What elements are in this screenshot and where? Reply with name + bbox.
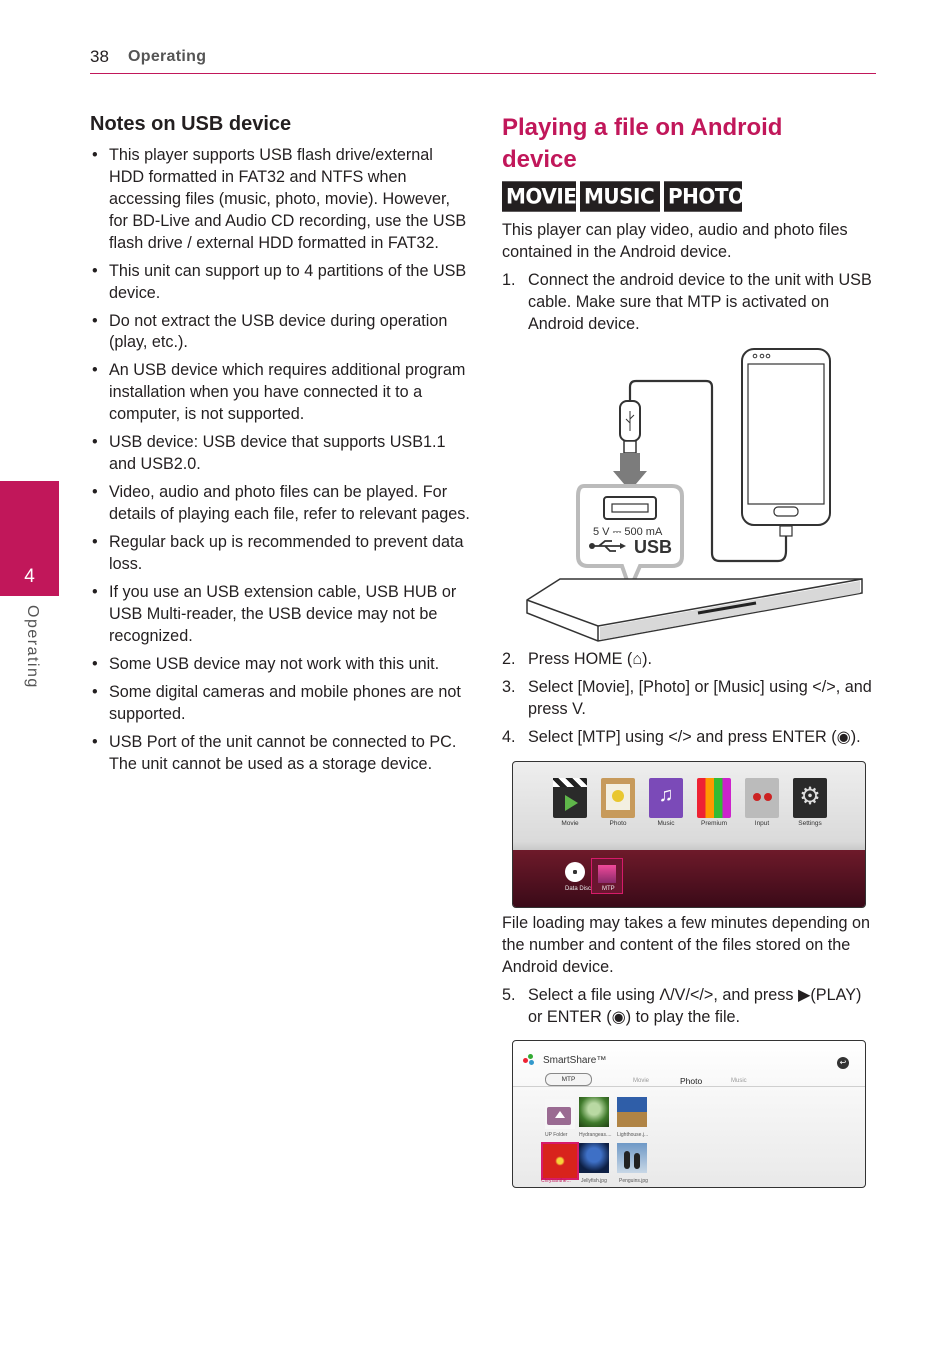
step-text: Select [MTP] using </> and press ENTER (◉). bbox=[528, 728, 861, 746]
tab-movie: Movie bbox=[633, 1078, 650, 1084]
thumbnail bbox=[579, 1097, 609, 1127]
page-number: 38 bbox=[90, 47, 109, 66]
file-label: UP Folder bbox=[545, 1132, 568, 1138]
section-heading: Playing a file on Android device bbox=[502, 114, 783, 173]
folder-up-icon bbox=[545, 1099, 575, 1129]
intro-text: This player can play video, audio and photo files contained in the Android device. bbox=[502, 221, 848, 261]
list-item: • Regular back up is recommended to prevent data loss. bbox=[90, 532, 470, 576]
list-item: • This player supports USB flash drive/external HDD formatted in FAT32 and NTFS when accessing files (music, photo, movie). However, for BD-Live and Audio CD recording, use the USB flash drive / external HDD formatted in FAT32. bbox=[90, 145, 470, 255]
smartshare-screenshot bbox=[512, 1040, 866, 1188]
movie-badge: MOVIE bbox=[502, 181, 576, 211]
step-number: 1. bbox=[502, 271, 516, 289]
media-badges bbox=[502, 182, 745, 211]
submenu-label: Data Disc bbox=[565, 886, 592, 892]
menu-label: Music bbox=[657, 820, 675, 827]
phone-icon bbox=[742, 349, 830, 536]
list-item: • Video, audio and photo files can be played. For details of playing each file, refer to relevant pages. bbox=[90, 482, 470, 526]
photo-badge: PHOTO bbox=[664, 181, 742, 211]
list-item: • If you use an USB extension cable, USB HUB or USB Multi-reader, the USB device may not be recognized. bbox=[90, 582, 470, 648]
list-item: • USB device: USB device that supports USB1.1 and USB2.0. bbox=[90, 432, 470, 476]
home-submenu-bar bbox=[513, 850, 865, 907]
player-icon bbox=[527, 579, 862, 641]
step-number: 2. bbox=[502, 650, 516, 668]
section-title: Operating bbox=[128, 48, 207, 65]
tab-music: Music bbox=[731, 1078, 747, 1084]
music-tile: ♫ bbox=[649, 778, 683, 818]
menu-label: Movie bbox=[561, 820, 579, 827]
thumbnail-selected bbox=[541, 1142, 579, 1180]
menu-label: Premium bbox=[700, 820, 727, 827]
usb-connection-diagram bbox=[520, 343, 870, 643]
divider bbox=[513, 1086, 865, 1087]
menu-label: Input bbox=[754, 820, 770, 827]
usb-label: USB bbox=[634, 537, 673, 557]
home-menu-screenshot bbox=[512, 761, 866, 908]
submenu-label: MTP bbox=[602, 886, 615, 892]
usb-spec-label: 5 V ⎓ 500 mA bbox=[593, 526, 663, 538]
chapter-label: Operating bbox=[24, 605, 41, 689]
step-2 bbox=[502, 649, 874, 671]
disc-icon bbox=[565, 862, 585, 882]
thumbnail bbox=[617, 1143, 647, 1173]
list-item: • Do not extract the USB device during operation (play, etc.). bbox=[90, 311, 470, 355]
movie-tile bbox=[553, 778, 587, 818]
tab-photo: Photo bbox=[680, 1076, 703, 1086]
file-label: Hydrangeas.... bbox=[579, 1132, 612, 1138]
usb-plug-icon bbox=[620, 401, 640, 453]
photo-tile bbox=[601, 778, 635, 818]
step-text: Connect the android device to the unit with USB cable. Make sure that MTP is activated on Android device. bbox=[528, 271, 872, 333]
step-number: 5. bbox=[502, 986, 516, 1004]
smartshare-logo-icon bbox=[523, 1054, 535, 1066]
settings-tile: ⚙ bbox=[793, 778, 827, 818]
chapter-number: 4 bbox=[24, 566, 35, 587]
loading-note: File loading may takes a few minutes depending on the number and content of the files stored on the Android device. bbox=[502, 914, 871, 976]
menu-label: Settings bbox=[798, 820, 822, 827]
file-label: Chrysanthe... bbox=[541, 1178, 571, 1184]
file-label: Jellyfish.jpg bbox=[581, 1178, 607, 1184]
list-item: • An USB device which requires additional program installation when you have connected it to a computer, is not supported. bbox=[90, 360, 470, 426]
step-1 bbox=[502, 270, 874, 336]
list-item: • Some USB device may not work with this unit. bbox=[90, 654, 470, 676]
step-text: Select a file using Λ/V/</>, and press ▶(PLAY) or ENTER (◉) to play the file. bbox=[528, 986, 862, 1026]
step-3 bbox=[502, 677, 874, 721]
smartshare-title: SmartShare™ bbox=[543, 1055, 607, 1066]
input-tile bbox=[745, 778, 779, 818]
file-label: Penguins.jpg bbox=[619, 1178, 648, 1184]
step-number: 3. bbox=[502, 678, 516, 696]
file-label: Lighthouse.j... bbox=[617, 1132, 649, 1138]
source-selector: MTP bbox=[545, 1073, 592, 1086]
step-number: 4. bbox=[502, 728, 516, 746]
step-text: Press HOME (⌂). bbox=[528, 650, 652, 668]
step-text: Select [Movie], [Photo] or [Music] using </>, and press V. bbox=[528, 678, 872, 718]
list-item: • USB Port of the unit cannot be connected to PC. The unit cannot be used as a storage device. bbox=[90, 732, 470, 776]
notes-list bbox=[90, 145, 470, 782]
premium-tile bbox=[697, 778, 731, 818]
thumbnail bbox=[579, 1143, 609, 1173]
step-5 bbox=[502, 985, 874, 1029]
list-item: • Some digital cameras and mobile phones are not supported. bbox=[90, 682, 470, 726]
step-4 bbox=[502, 727, 874, 749]
header-rule bbox=[90, 73, 876, 74]
back-icon: ↩ bbox=[837, 1057, 849, 1069]
list-item: • This unit can support up to 4 partitions of the USB device. bbox=[90, 261, 470, 305]
notes-heading: Notes on USB device bbox=[90, 113, 292, 135]
music-badge: MUSIC bbox=[580, 181, 660, 211]
thumbnail bbox=[617, 1097, 647, 1127]
menu-label: Photo bbox=[609, 820, 627, 827]
